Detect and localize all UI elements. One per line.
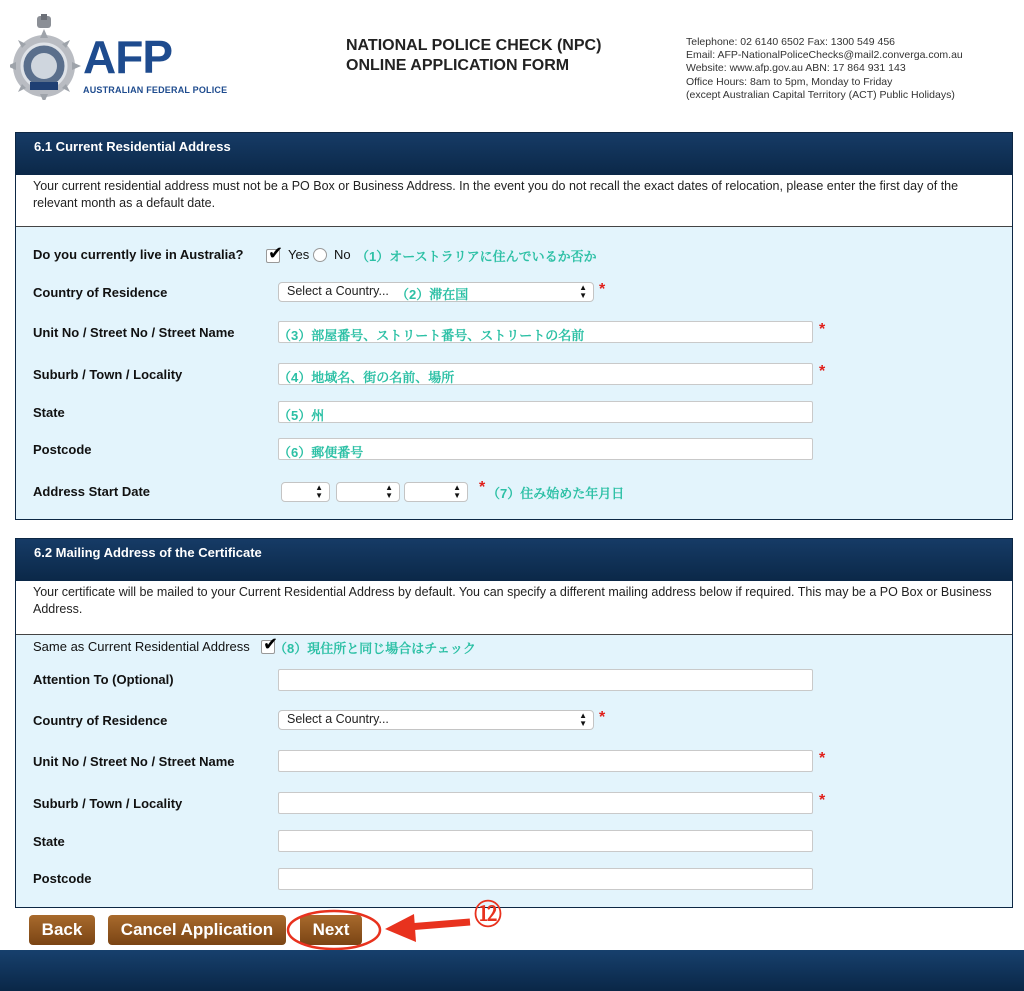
state-input[interactable] <box>278 830 813 852</box>
page-title <box>346 36 601 76</box>
select-arrows-icon: ▲ ▼ <box>579 711 587 728</box>
start-year-select[interactable] <box>404 482 468 502</box>
yes-label: Yes <box>288 247 310 262</box>
contact-website: Website: www.afp.gov.au ABN: 17 864 931 143 <box>686 62 906 75</box>
suburb-label: Suburb / Town / Locality <box>33 796 183 811</box>
start-month-select[interactable] <box>336 482 400 502</box>
section-title: 6.2 Mailing Address of the Certificate <box>16 539 1012 581</box>
contact-hours: Office Hours: 8am to 5pm, Monday to Friday <box>686 75 893 88</box>
note-4: （4）地域名、街の名前、場所 <box>278 370 455 385</box>
select-arrows-icon: ▲ ▼ <box>315 483 323 500</box>
check-icon: ✔ <box>268 243 284 263</box>
contact-info <box>686 36 963 102</box>
section-description: Your certificate will be mailed to your Current Residential Address by default. You can specify a different mailing address below if required. This may be a PO Box or Business Address. <box>16 581 1012 635</box>
note-6: （6）郵便番号 <box>278 445 364 460</box>
attention-input[interactable] <box>278 669 813 691</box>
contact-email: Email: AFP-NationalPoliceChecks@mail2.converga.com.au <box>686 49 963 62</box>
no-radio[interactable] <box>313 248 327 262</box>
section-description: Your current residential address must not be a PO Box or Business Address. In the event you do not recall the exact dates of relocation, please enter the first day of the relevant month as a default date. <box>16 175 1012 227</box>
yes-checkbox[interactable] <box>266 243 284 263</box>
country-select-value: Select a Country... <box>287 284 389 298</box>
note-7: （7）住み始めた年月日 <box>487 486 625 501</box>
suburb-label: Suburb / Town / Locality <box>33 367 183 382</box>
page-header <box>0 0 1024 120</box>
page-title-line1: NATIONAL POLICE CHECK (NPC) <box>346 37 602 54</box>
select-arrows-icon: ▲ ▼ <box>453 483 461 500</box>
section-title: 6.1 Current Residential Address <box>16 133 1012 175</box>
check-icon: ✔ <box>263 634 279 654</box>
back-button[interactable]: Back <box>29 915 95 945</box>
current-address-section <box>15 132 1013 520</box>
note-3: （3）部屋番号、ストリート番号、ストリートの名前 <box>278 328 585 343</box>
start-date-label: Address Start Date <box>33 484 151 499</box>
live-in-australia-label: Do you currently live in Australia? <box>33 247 244 262</box>
street-label: Unit No / Street No / Street Name <box>33 325 235 340</box>
page-title-line2: ONLINE APPLICATION FORM <box>346 57 570 74</box>
cancel-application-button[interactable]: Cancel Application <box>108 915 286 945</box>
required-mark: * <box>479 479 486 496</box>
attention-label: Attention To (Optional) <box>33 672 174 687</box>
country-label: Country of Residence <box>33 285 168 300</box>
street-input[interactable] <box>278 750 813 772</box>
required-mark: * <box>599 709 606 726</box>
note-8: （8）現住所と同じ場合はチェック <box>274 641 476 656</box>
same-as-label: Same as Current Residential Address <box>33 639 250 654</box>
police-badge-icon <box>10 14 82 100</box>
postcode-label: Postcode <box>33 442 92 457</box>
start-day-select[interactable] <box>281 482 330 502</box>
contact-phone: Telephone: 02 6140 6502 Fax: 1300 549 456 <box>686 36 896 48</box>
select-arrows-icon: ▲ ▼ <box>579 283 587 300</box>
mailing-address-section <box>15 538 1013 908</box>
arrow-shaft <box>408 922 470 927</box>
suburb-input[interactable] <box>278 792 813 814</box>
no-label: No <box>334 247 351 262</box>
note-1: （1）オーストラリアに住んでいるか否か <box>356 249 597 264</box>
postcode-input[interactable] <box>278 868 813 890</box>
state-label: State <box>33 405 65 420</box>
country-select-value: Select a Country... <box>287 712 389 726</box>
note-5: （5）州 <box>278 408 325 423</box>
state-input[interactable] <box>278 401 813 423</box>
step-number: ⑫ <box>474 899 503 930</box>
required-mark: * <box>599 281 606 298</box>
page-footer <box>0 950 1024 991</box>
arrow-left-icon <box>385 914 416 942</box>
country-select[interactable] <box>278 710 594 730</box>
state-label: State <box>33 834 65 849</box>
required-mark: * <box>819 363 826 380</box>
next-button[interactable]: Next <box>300 915 362 945</box>
afp-logo <box>10 14 228 104</box>
contact-hours-note: (except Australian Capital Territory (ACT) Public Holidays) <box>686 88 955 101</box>
afp-logo-text: AFP <box>83 31 172 83</box>
required-mark: * <box>819 750 826 767</box>
required-mark: * <box>819 321 826 338</box>
required-mark: * <box>819 792 826 809</box>
same-as-checkbox[interactable] <box>261 634 279 654</box>
afp-logo-subtitle: AUSTRALIAN FEDERAL POLICE <box>83 85 228 95</box>
street-label: Unit No / Street No / Street Name <box>33 754 235 769</box>
select-arrows-icon: ▲ ▼ <box>385 483 393 500</box>
postcode-label: Postcode <box>33 871 92 886</box>
note-2: （2）滞在国 <box>396 287 469 302</box>
country-label: Country of Residence <box>33 713 168 728</box>
